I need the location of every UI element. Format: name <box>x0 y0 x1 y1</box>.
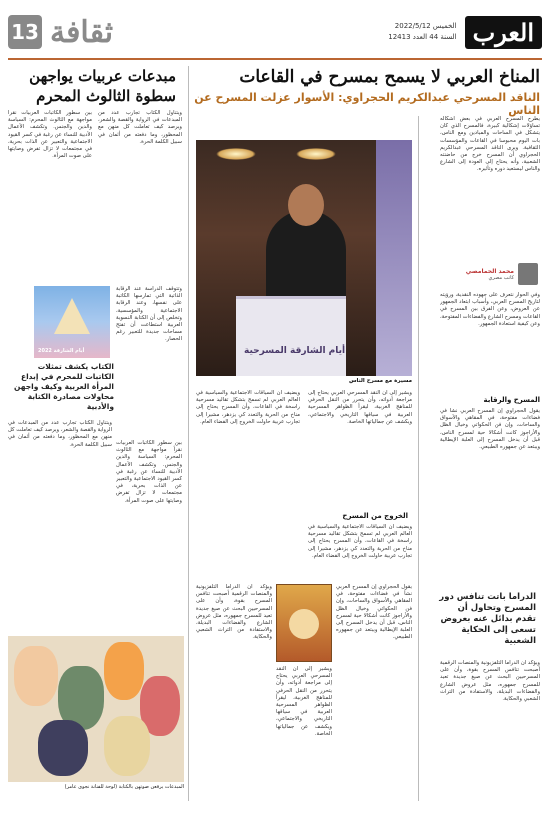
issue-info <box>388 21 456 43</box>
author-info <box>466 268 514 281</box>
book-cover-image <box>276 584 332 662</box>
main-headline: المناخ العربي لا يسمح بمسرح في القاعات <box>239 67 540 87</box>
side-col-5: بين سطور الكاتبات العربيات نقرأ مواجهة مع الثالوث المحرم: السياسة والدين والجنس. وتكشف الأعمال الأدبية للنساء عن رغبة في كسر القيود الاجتماعية والتعبير عن الذات بحرية، في مجتمعات لا تزال تفرض وصايتها على صوت المرأة. <box>116 440 182 504</box>
section-header <box>8 15 113 50</box>
side-col-1: بين سطور الكاتبات العربيات نقرأ مواجهة مع الثالوث المحرم: السياسة والدين والجنس. وتكشف الأعمال الأدبية للنساء عن رغبة في كسر القيود الاجتماعية والتعبير عن الذات بحرية، في مجتمعات لا تزال تفرض وصايتها على صوت المرأة. <box>8 110 92 160</box>
issue-number: السنة 44 العدد 12413 <box>388 33 457 41</box>
painting-image <box>8 636 184 782</box>
masthead-rule <box>8 58 542 60</box>
main-col-3: يقول الحجراوي إن المسرح العربي نشأ في فضاءات مفتوحة، في المقاهي والأسواق والساحات، وإن فن الحكواتي وخيال الظل والأراجوز كانت أشكالا حية لمسرح الناس، قبل أن يدخل المسرح إلى العلبة الإيطالية ويبتعد عن جمهوره الطبيعي. <box>440 408 540 451</box>
side-col-2: ويتناول الكتاب تجارب عدد من المبدعات في الرواية والقصة والشعر، ويرصد كيف تعاملت كل منهن مع المحظور، وما دفعته من أثمان في سبيل الكلمة الحرة. <box>98 110 182 145</box>
column-divider <box>418 116 419 801</box>
speaker-head <box>288 184 324 226</box>
side-col-4: ويتناول الكتاب تجارب عدد من المبدعات في الرواية والقصة والشعر، ويرصد كيف تعاملت كل منهن مع المحظور، وما دفعته من أثمان في سبيل الكلمة الحرة. <box>8 420 112 448</box>
newspaper-brand <box>388 16 542 49</box>
painting-caption: المبدعات يرفعن صوتهن بالكتابة (لوحة للفنانة نجوى عامر) <box>64 784 184 790</box>
subhead-censorship: المسرح والرقابة <box>483 396 540 404</box>
main-col-6: ويشير إلى أن النقد المسرحي العربي يحتاج إلى مراجعة أدواته، وأن يتحرر من النقل الحرفي للمناهج الغربية، ليقرأ الظواهر المسرحية العربية في سياقها التاريخي والاجتماعي، ويكشف عن جمالياتها الخاصة. <box>308 390 412 425</box>
main-col-1: يطرح المسرح العربي في بعض أشكاله تساؤلات إشكالية كبيرة، فالمسرح الذي كان يتشكل في الساحات والميادين ومع الناس، بات اليوم محبوسا في القاعات والمؤسسات الثقافية. ويرى الناقد المسرحي عبدالكريم الحجراوي أن المسرح خرج من حاضنته الشعبية، وأنه يحتاج إلى العودة إلى الشارع والناس ليستعيد دوره وتأثيره. <box>440 116 540 173</box>
main-photo-caption: مسيرة مع مسرح الناس <box>348 378 412 384</box>
subhead-out-of-theater: الخروج من المسرح <box>342 512 408 520</box>
book-cover-portrait <box>289 609 319 639</box>
main-subheadline: الناقد المسرحي عبدالكريم الحجراوي: الأسوار عزلت المسرح عن الناس <box>194 91 540 117</box>
masthead <box>8 8 542 56</box>
main-col-5: ويؤكد أن الدراما التلفزيونية والمنصات الرقمية أصبحت تنافس المسرح بقوة، وأن على المسرحيين البحث عن صيغ جديدة تعيد للمسرح جمهوره، مثل عروض الشارع والفضاءات البديلة، والاستفادة من التراث الشعبي والحكاية. <box>440 660 540 703</box>
painted-face <box>104 716 150 776</box>
author-role: كاتب مصري <box>488 274 514 281</box>
side-pull-quote: الكتاب يكشف تمثلات الكاتبات للمحرم في إبداع المرأة العربية وكيف واجهن محاولات مصادرة الكتابة والأدبية <box>14 362 114 411</box>
section-divider <box>188 66 189 801</box>
main-col-7: ويؤكد أن الدراما التلفزيونية والمنصات الرقمية أصبحت تنافس المسرح بقوة، وأن على المسرحيين البحث عن صيغ جديدة تعيد للمسرح جمهوره، مثل عروض الشارع والفضاءات البديلة، والاستفادة من التراث الشعبي والحكاية. <box>196 584 272 641</box>
stage-light <box>296 148 336 160</box>
main-col-9: يقول الحجراوي إن المسرح العربي نشأ في فضاءات مفتوحة، في المقاهي والأسواق والساحات، وإن فن الحكواتي وخيال الظل والأراجوز كانت أشكالا حية لمسرح الناس، قبل أن يدخل المسرح إلى العلبة الإيطالية ويبتعد عن جمهوره الطبيعي. <box>336 584 412 641</box>
podium-logo-text: أيام الشارقة المسرحية <box>244 346 346 356</box>
event-poster-image <box>34 286 110 358</box>
poster-text: 2022 أيام الشارقة <box>38 348 85 354</box>
author-photo <box>518 263 538 285</box>
main-col-8: ويشير إلى أن النقد المسرحي العربي يحتاج إلى مراجعة أدواته، وأن يتحرر من النقل الحرفي للمناهج الغربية، ليقرأ الظواهر المسرحية العربية في سياقها التاريخي والاجتماعي، ويكشف عن جمالياتها الخاصة. <box>276 666 332 737</box>
main-photo <box>196 140 412 376</box>
main-col-2: وفي الحوار نتعرف على جهوده النقدية، ورؤيته لتاريخ المسرح العربي، وأسباب ابتعاد الجمهور عن العروض، وعن الفرق بين المسرح في القاعات ومسرح الشارع والفضاءات المفتوحة، وعن كيفية استعادة الجمهور. <box>440 292 540 327</box>
stage-light <box>216 148 256 160</box>
painted-face <box>14 646 58 706</box>
author-name: محمد الحمامصي <box>465 267 514 275</box>
newspaper-logo: العرب <box>465 16 542 49</box>
main-pull-quote: الدراما باتت تنافس دور المسرح وتحاول أن تقدم بدائل عنه بعروض تسعى إلى الحكاية الشعبية <box>439 592 536 646</box>
author-byline <box>438 262 538 286</box>
poster-triangle-shape <box>54 298 90 334</box>
podium <box>236 296 346 376</box>
painted-face <box>38 720 88 776</box>
main-col-4: ويضيف أن السياقات الاجتماعية والسياسية في العالم العربي لم تسمح بتشكل تقاليد مسرحية راسخة في القاعات، وأن المسرح يحتاج إلى مناخ من الحرية والتعدد كي يزدهر، مشيرا إلى تجارب عربية حاولت الخروج إلى الفضاء العام. <box>196 390 300 425</box>
main-col-6b: ويضيف أن السياقات الاجتماعية والسياسية في العالم العربي لم تسمح بتشكل تقاليد مسرحية راسخة في القاعات، وأن المسرح يحتاج إلى مناخ من الحرية والتعدد كي يزدهر، مشيرا إلى تجارب عربية حاولت الخروج إلى الفضاء العام. <box>308 524 412 559</box>
side-headline: مبدعات عربيات يواجهن سطوة الثالوث المحرم <box>29 67 176 105</box>
painted-face <box>104 642 144 700</box>
event-banner <box>376 140 412 376</box>
side-col-3: وتتوقف الدراسة عند الرقابة الذاتية التي تمارسها الكاتبة على نفسها، وعند الرقابة الاجتماعية والمؤسسية، وتخلص إلى أن الكتابة النسوية العربية استطاعت أن تفتح مساحات جديدة للتعبير رغم الحصار. <box>116 286 182 343</box>
page-number-badge: 13 <box>8 15 42 49</box>
issue-date: الخميس 2022/5/12 <box>394 22 457 30</box>
section-title: ثقافة <box>50 14 114 50</box>
